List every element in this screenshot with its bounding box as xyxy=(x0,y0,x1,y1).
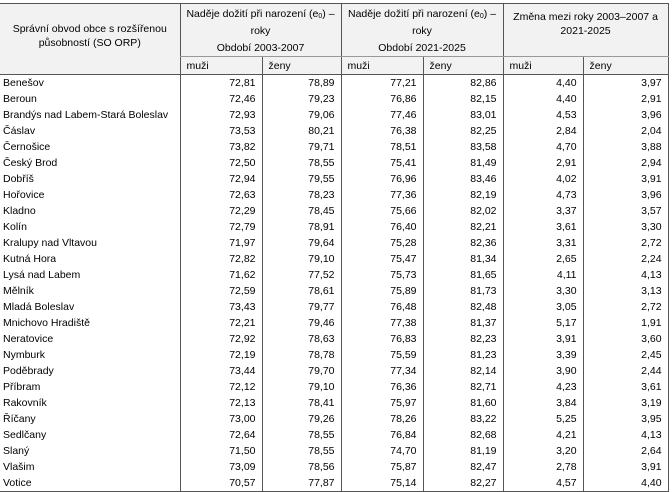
male-change-cell: 2,84 xyxy=(503,123,583,139)
male-change-cell: 4,40 xyxy=(503,91,583,107)
male-2021-2025-cell: 76,38 xyxy=(341,123,423,139)
table-row xyxy=(0,427,668,443)
male-2003-2007-cell: 71,97 xyxy=(180,235,262,251)
male-2003-2007-cell: 71,50 xyxy=(180,443,262,459)
male-change-cell: 4,73 xyxy=(503,187,583,203)
table-row xyxy=(0,331,668,347)
header-group-2021-2025: Naděje dožití při narození $(e_0)$ – roky xyxy=(341,4,503,40)
row-name-cell: Sedlčany xyxy=(3,429,47,441)
female-2003-2007-cell: 77,52 xyxy=(262,267,341,283)
female-change-cell: 3,19 xyxy=(583,395,668,411)
male-2021-2025-cell: 76,86 xyxy=(341,91,423,107)
female-change-cell: 2,04 xyxy=(583,123,668,139)
male-2003-2007-cell: 72,12 xyxy=(180,379,262,395)
female-2021-2025-cell: 82,15 xyxy=(423,91,503,107)
male-2021-2025-cell: 77,34 xyxy=(341,363,423,379)
male-2021-2025-cell: 75,66 xyxy=(341,203,423,219)
male-2003-2007-cell: 72,63 xyxy=(180,187,262,203)
female-2003-2007-cell: 79,26 xyxy=(262,411,341,427)
male-2003-2007-cell: 72,94 xyxy=(180,171,262,187)
female-2003-2007-cell: 78,55 xyxy=(262,155,341,171)
table-row xyxy=(0,411,668,427)
male-2021-2025-cell: 78,51 xyxy=(341,139,423,155)
row-name-cell: Hořovice xyxy=(3,189,45,201)
male-change-cell: 3,90 xyxy=(503,363,583,379)
male-change-cell: 3,31 xyxy=(503,235,583,251)
female-2003-2007-cell: 79,70 xyxy=(262,363,341,379)
male-2021-2025-cell: 75,73 xyxy=(341,267,423,283)
female-change-cell: 3,97 xyxy=(583,75,668,92)
row-name-cell: Lysá nad Labem xyxy=(3,269,81,281)
table-row xyxy=(0,459,668,475)
female-2003-2007-cell: 79,77 xyxy=(262,299,341,315)
male-2003-2007-cell: 71,62 xyxy=(180,267,262,283)
female-change-cell: 2,91 xyxy=(583,91,668,107)
female-2003-2007-cell: 78,78 xyxy=(262,347,341,363)
male-change-cell: 2,91 xyxy=(503,155,583,171)
female-2021-2025-cell: 81,34 xyxy=(423,251,503,267)
female-2021-2025-cell: 83,01 xyxy=(423,107,503,123)
male-change-cell: 4,57 xyxy=(503,475,583,492)
female-change-cell: 2,72 xyxy=(583,299,668,315)
female-2021-2025-cell: 82,25 xyxy=(423,123,503,139)
male-2003-2007-cell: 73,53 xyxy=(180,123,262,139)
female-change-cell: 4,13 xyxy=(583,267,668,283)
table-row xyxy=(0,171,668,187)
male-2021-2025-cell: 75,41 xyxy=(341,155,423,171)
table-row xyxy=(0,315,668,331)
male-change-cell: 5,25 xyxy=(503,411,583,427)
female-change-cell: 3,61 xyxy=(583,379,668,395)
female-2021-2025-cell: 81,19 xyxy=(423,443,503,459)
male-2021-2025-cell: 74,70 xyxy=(341,443,423,459)
male-2003-2007-cell: 72,82 xyxy=(180,251,262,267)
male-2003-2007-cell: 73,44 xyxy=(180,363,262,379)
female-2021-2025-cell: 82,47 xyxy=(423,459,503,475)
female-2021-2025-cell: 82,14 xyxy=(423,363,503,379)
header-male-2: muži xyxy=(341,57,423,75)
male-2003-2007-cell: 73,00 xyxy=(180,411,262,427)
female-2021-2025-cell: 82,68 xyxy=(423,427,503,443)
row-name-cell: Votice xyxy=(0,475,180,492)
male-2003-2007-cell: 72,92 xyxy=(180,331,262,347)
row-name-cell: Čáslav xyxy=(3,125,36,137)
row-name-cell: Kutná Hora xyxy=(3,253,57,265)
female-change-cell: 2,94 xyxy=(583,155,668,171)
row-name-cell: Neratovice xyxy=(3,333,54,345)
male-2003-2007-cell: 72,50 xyxy=(180,155,262,171)
male-change-cell: 4,21 xyxy=(503,427,583,443)
male-2021-2025-cell: 77,38 xyxy=(341,315,423,331)
male-2021-2025-cell: 77,21 xyxy=(341,75,423,92)
header-group-2003-2007: Naděje dožití při narození $(e_0)$ – roky xyxy=(180,4,341,40)
female-2003-2007-cell: 78,56 xyxy=(262,459,341,475)
male-2003-2007-cell: 72,93 xyxy=(180,107,262,123)
female-2003-2007-cell: 78,41 xyxy=(262,395,341,411)
male-change-cell: 2,78 xyxy=(503,459,583,475)
male-change-cell: 3,05 xyxy=(503,299,583,315)
female-change-cell: 2,24 xyxy=(583,251,668,267)
male-change-cell: 2,65 xyxy=(503,251,583,267)
row-name-cell: Černošice xyxy=(3,141,51,153)
row-name-cell: Mělník xyxy=(3,285,34,297)
female-change-cell: 2,72 xyxy=(583,235,668,251)
header-group-change: Změna mezi roky 2003–2007 a 2021-2025 xyxy=(503,4,668,57)
female-2021-2025-cell: 82,36 xyxy=(423,235,503,251)
male-2003-2007-cell: 73,43 xyxy=(180,299,262,315)
female-2021-2025-cell: 82,48 xyxy=(423,299,503,315)
table-body xyxy=(0,75,668,492)
female-2021-2025-cell: 82,27 xyxy=(423,475,503,492)
male-change-cell: 3,61 xyxy=(503,219,583,235)
female-2021-2025-cell: 82,02 xyxy=(423,203,503,219)
male-change-cell: 3,84 xyxy=(503,395,583,411)
row-name-cell: Kladno xyxy=(3,205,36,217)
male-2021-2025-cell: 75,87 xyxy=(341,459,423,475)
male-change-cell: 4,02 xyxy=(503,171,583,187)
female-2003-2007-cell: 79,71 xyxy=(262,139,341,155)
row-name-cell: Benešov xyxy=(3,77,44,89)
female-change-cell: 3,88 xyxy=(583,139,668,155)
table-row xyxy=(0,235,668,251)
male-2021-2025-cell: 75,28 xyxy=(341,235,423,251)
male-change-cell: 3,30 xyxy=(503,283,583,299)
table-row xyxy=(0,347,668,363)
table-row xyxy=(0,395,668,411)
male-2003-2007-cell: 72,81 xyxy=(180,75,262,92)
female-2021-2025-cell: 82,86 xyxy=(423,75,503,92)
male-change-cell: 4,23 xyxy=(503,379,583,395)
row-name-cell: Mladá Boleslav xyxy=(3,301,75,313)
header-female-change: ženy xyxy=(583,57,668,75)
female-2021-2025-cell: 82,21 xyxy=(423,219,503,235)
male-2003-2007-cell: 70,57 xyxy=(180,475,262,492)
header-male-1: muži xyxy=(180,57,262,75)
female-2021-2025-cell: 81,60 xyxy=(423,395,503,411)
header-period-2003-2007: Období 2003-2007 xyxy=(180,40,341,57)
male-2021-2025-cell: 75,97 xyxy=(341,395,423,411)
table-row xyxy=(0,363,668,379)
female-2003-2007-cell: 79,64 xyxy=(262,235,341,251)
female-2003-2007-cell: 79,55 xyxy=(262,171,341,187)
male-2021-2025-cell: 75,89 xyxy=(341,283,423,299)
table-row xyxy=(0,251,668,267)
header-female-1: ženy xyxy=(262,57,341,75)
female-change-cell: 3,91 xyxy=(583,171,668,187)
female-change-cell: 2,45 xyxy=(583,347,668,363)
male-change-cell: 3,39 xyxy=(503,347,583,363)
female-change-cell: 3,91 xyxy=(583,459,668,475)
header-name-column: Správní obvod obce s rozšířenou působností (SO ORP) xyxy=(0,4,180,75)
female-2003-2007-cell: 78,91 xyxy=(262,219,341,235)
female-2021-2025-cell: 81,49 xyxy=(423,155,503,171)
female-2003-2007-cell: 79,23 xyxy=(262,91,341,107)
table-row xyxy=(0,187,668,203)
table-header xyxy=(0,4,668,75)
row-name-cell: Rakovník xyxy=(3,397,47,409)
table-row xyxy=(0,379,668,395)
male-change-cell: 5,17 xyxy=(503,315,583,331)
male-2021-2025-cell: 75,14 xyxy=(341,475,423,492)
female-2021-2025-cell: 81,23 xyxy=(423,347,503,363)
row-name-cell: Říčany xyxy=(3,413,36,425)
male-2021-2025-cell: 76,48 xyxy=(341,299,423,315)
female-2021-2025-cell: 83,22 xyxy=(423,411,503,427)
row-name-cell: Poděbrady xyxy=(3,365,54,377)
male-2003-2007-cell: 72,21 xyxy=(180,315,262,331)
row-name-cell: Vlašim xyxy=(3,461,35,473)
female-change-cell: 2,44 xyxy=(583,363,668,379)
female-2021-2025-cell: 83,46 xyxy=(423,171,503,187)
female-change-cell: 3,13 xyxy=(583,283,668,299)
header-female-2: ženy xyxy=(423,57,503,75)
row-name-cell: Dobříš xyxy=(3,173,34,185)
female-2021-2025-cell: 83,58 xyxy=(423,139,503,155)
life-expectancy-table xyxy=(0,3,669,492)
male-2021-2025-cell: 76,40 xyxy=(341,219,423,235)
table-row xyxy=(0,123,668,139)
female-2003-2007-cell: 78,55 xyxy=(262,427,341,443)
male-2021-2025-cell: 78,26 xyxy=(341,411,423,427)
male-2021-2025-cell: 76,84 xyxy=(341,427,423,443)
female-2003-2007-cell: 79,46 xyxy=(262,315,341,331)
row-name-cell: Příbram xyxy=(3,381,41,393)
table-row xyxy=(0,91,668,107)
female-2021-2025-cell: 82,19 xyxy=(423,187,503,203)
male-2003-2007-cell: 72,59 xyxy=(180,283,262,299)
female-change-cell: 3,96 xyxy=(583,107,668,123)
row-name-cell: Kralupy nad Vltavou xyxy=(3,237,97,249)
female-change-cell: 3,60 xyxy=(583,331,668,347)
table-row xyxy=(0,475,668,492)
female-2003-2007-cell: 78,63 xyxy=(262,331,341,347)
table-row xyxy=(0,219,668,235)
row-name-cell: Český Brod xyxy=(3,157,58,169)
header-male-change: muži xyxy=(503,57,583,75)
male-change-cell: 4,70 xyxy=(503,139,583,155)
male-2021-2025-cell: 76,36 xyxy=(341,379,423,395)
row-name-cell: Kolín xyxy=(3,221,27,233)
male-2003-2007-cell: 72,79 xyxy=(180,219,262,235)
female-2003-2007-cell: 78,55 xyxy=(262,443,341,459)
male-2021-2025-cell: 76,83 xyxy=(341,331,423,347)
row-name-cell: Mnichovo Hradiště xyxy=(3,317,90,329)
male-2021-2025-cell: 75,59 xyxy=(341,347,423,363)
table-row xyxy=(0,155,668,171)
male-2021-2025-cell: 76,96 xyxy=(341,171,423,187)
table-row xyxy=(0,267,668,283)
male-2021-2025-cell: 77,46 xyxy=(341,107,423,123)
female-change-cell: 3,95 xyxy=(583,411,668,427)
female-2021-2025-cell: 82,71 xyxy=(423,379,503,395)
table-row xyxy=(0,139,668,155)
female-2021-2025-cell: 81,65 xyxy=(423,267,503,283)
row-name-cell: Brandýs nad Labem-Stará Boleslav xyxy=(3,109,169,121)
male-2003-2007-cell: 72,29 xyxy=(180,203,262,219)
table-row xyxy=(0,283,668,299)
male-change-cell: 4,40 xyxy=(503,75,583,92)
row-name-cell: Beroun xyxy=(3,93,37,105)
table-row xyxy=(0,299,668,315)
table-row xyxy=(0,75,668,92)
female-2021-2025-cell: 82,23 xyxy=(423,331,503,347)
male-2003-2007-cell: 73,82 xyxy=(180,139,262,155)
row-name-cell: Slaný xyxy=(3,445,30,457)
male-change-cell: 3,20 xyxy=(503,443,583,459)
male-2021-2025-cell: 75,47 xyxy=(341,251,423,267)
female-2003-2007-cell: 80,21 xyxy=(262,123,341,139)
male-2003-2007-cell: 72,64 xyxy=(180,427,262,443)
male-2003-2007-cell: 73,09 xyxy=(180,459,262,475)
row-name-cell: Nymburk xyxy=(3,349,46,361)
female-2003-2007-cell: 78,89 xyxy=(262,75,341,92)
female-2003-2007-cell: 79,06 xyxy=(262,107,341,123)
male-change-cell: 3,37 xyxy=(503,203,583,219)
male-2003-2007-cell: 72,46 xyxy=(180,91,262,107)
female-2003-2007-cell: 79,10 xyxy=(262,379,341,395)
table-row xyxy=(0,443,668,459)
female-2021-2025-cell: 81,37 xyxy=(423,315,503,331)
female-change-cell: 2,64 xyxy=(583,443,668,459)
female-2021-2025-cell: 81,73 xyxy=(423,283,503,299)
female-2003-2007-cell: 78,61 xyxy=(262,283,341,299)
female-change-cell: 3,30 xyxy=(583,219,668,235)
female-change-cell: 3,57 xyxy=(583,203,668,219)
female-2003-2007-cell: 79,10 xyxy=(262,251,341,267)
male-2021-2025-cell: 77,36 xyxy=(341,187,423,203)
female-2003-2007-cell: 77,87 xyxy=(262,475,341,492)
female-change-cell: 1,91 xyxy=(583,315,668,331)
table-row xyxy=(0,107,668,123)
male-2003-2007-cell: 72,13 xyxy=(180,395,262,411)
male-change-cell: 3,91 xyxy=(503,331,583,347)
male-change-cell: 4,11 xyxy=(503,267,583,283)
header-period-2021-2025: Období 2021-2025 xyxy=(341,40,503,57)
female-2003-2007-cell: 78,45 xyxy=(262,203,341,219)
male-change-cell: 4,53 xyxy=(503,107,583,123)
female-change-cell: 4,40 xyxy=(583,475,668,492)
male-2003-2007-cell: 72,19 xyxy=(180,347,262,363)
female-2003-2007-cell: 78,23 xyxy=(262,187,341,203)
table-row xyxy=(0,203,668,219)
female-change-cell: 4,13 xyxy=(583,427,668,443)
female-change-cell: 3,96 xyxy=(583,187,668,203)
